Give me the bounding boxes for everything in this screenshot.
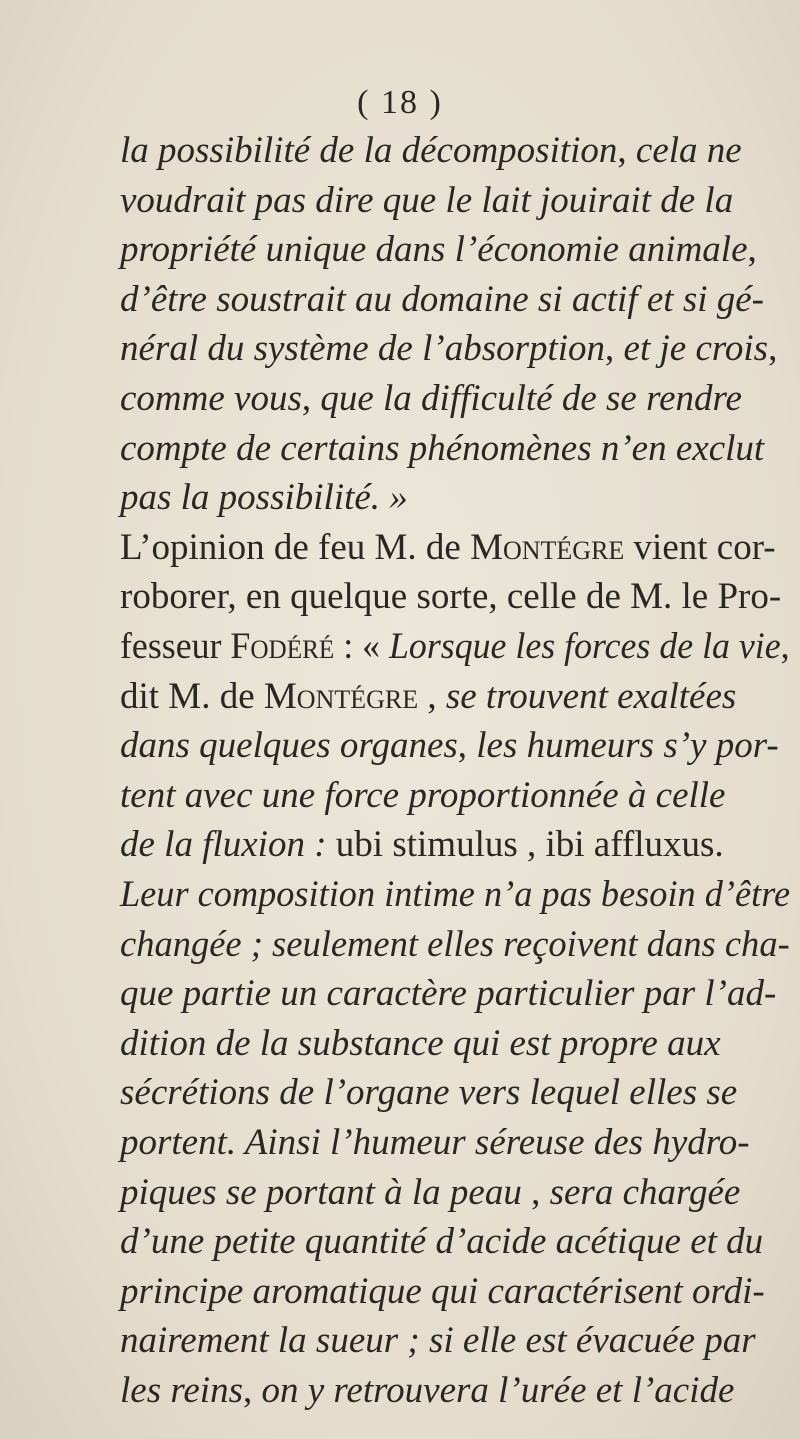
text-segment: Montégre bbox=[263, 676, 419, 717]
text-segment: que partie un caractère particulier par l’ad- bbox=[120, 973, 777, 1014]
text-segment: , bbox=[242, 1370, 262, 1411]
text-segment: Lorsque les forces de la vie bbox=[388, 626, 781, 667]
text-segment: vient cor- bbox=[624, 527, 776, 568]
text-line bbox=[120, 975, 790, 1012]
text-segment: les reins bbox=[120, 1370, 243, 1411]
text-segment: dit M. de bbox=[120, 676, 264, 717]
text-line bbox=[120, 727, 790, 764]
text-line bbox=[120, 826, 790, 863]
text-segment: dition de la substance qui est propre aux bbox=[120, 1023, 721, 1064]
text-segment: , bbox=[301, 378, 321, 419]
text-line bbox=[120, 1124, 790, 1161]
text-line bbox=[120, 1273, 790, 1310]
text-line bbox=[120, 1074, 790, 1111]
text-segment: la possibilité de la décomposition bbox=[120, 130, 618, 171]
text-segment: roborer, en quelque sorte, celle de M. le Pro- bbox=[120, 576, 782, 617]
text-segment: principe aromatique qui caractérisent ordi- bbox=[120, 1271, 765, 1312]
text-segment: Fodéré bbox=[230, 626, 335, 667]
text-line bbox=[120, 1372, 790, 1409]
text-segment: comme vous bbox=[120, 378, 302, 419]
text-segment: sera chargée bbox=[549, 1172, 741, 1213]
text-segment: : « bbox=[334, 626, 389, 667]
text-segment: changée ; seulement elles reçoivent dans cha- bbox=[120, 924, 790, 965]
text-segment: , bbox=[418, 676, 446, 717]
text-segment: , bbox=[457, 725, 477, 766]
text-line bbox=[120, 777, 790, 814]
text-segment: néral du système de l’absorption bbox=[120, 328, 606, 369]
text-line bbox=[120, 330, 790, 367]
text-segment: , bbox=[747, 229, 757, 270]
text-segment: L’opinion de feu M. de bbox=[120, 527, 471, 568]
text-line bbox=[120, 132, 790, 169]
text-segment: dans quelques organes bbox=[120, 725, 458, 766]
text-line bbox=[120, 1322, 790, 1359]
text-segment: les humeurs s’y por- bbox=[476, 725, 779, 766]
text-line bbox=[120, 529, 790, 566]
text-segment: , bbox=[521, 1172, 550, 1213]
text-line bbox=[120, 678, 790, 715]
text-line bbox=[120, 380, 790, 417]
text-line bbox=[120, 1025, 790, 1062]
text-segment: , bbox=[780, 626, 790, 667]
text-line bbox=[120, 626, 790, 667]
text-segment: que la difficulté de se rendre bbox=[320, 378, 742, 419]
text-segment: tent avec une force proportionnée à celle bbox=[120, 775, 726, 816]
text-segment: pas la possibilité. » bbox=[120, 477, 408, 518]
text-segment: propriété unique dans l’économie animale bbox=[120, 229, 748, 270]
text-segment: cela ne bbox=[635, 130, 742, 171]
text-segment: de la fluxion : bbox=[120, 824, 327, 865]
text-line bbox=[120, 479, 790, 516]
text-segment: compte de certains phénomènes n’en exclut bbox=[120, 428, 765, 469]
text-segment: se trouvent exaltées bbox=[445, 676, 737, 717]
text-segment: fesseur bbox=[120, 626, 231, 667]
text-segment: sécrétions de l’organe vers lequel elles se bbox=[120, 1072, 738, 1113]
page-number-header: ( 18 ) bbox=[357, 84, 443, 121]
text-segment: et je crois bbox=[623, 328, 769, 369]
text-segment: on y retrouvera l’urée et l’acide bbox=[261, 1370, 735, 1411]
text-segment: d’une petite quantité d’acide acétique et du bbox=[120, 1221, 764, 1262]
text-line bbox=[120, 430, 790, 467]
text-segment: piques se portant à la peau bbox=[120, 1172, 522, 1213]
text-segment: , bbox=[617, 130, 636, 171]
text-segment: d’être soustrait au domaine si actif et si gé- bbox=[120, 279, 764, 320]
text-segment: portent. Ainsi l’humeur séreuse des hydro- bbox=[120, 1122, 750, 1163]
text-line bbox=[120, 182, 790, 219]
text-line bbox=[120, 874, 791, 915]
text-segment: Leur composition intime n’a pas besoin d’être bbox=[120, 874, 791, 915]
text-line bbox=[120, 281, 790, 318]
text-segment: nairement la sueur ; si elle est évacuée par bbox=[120, 1320, 756, 1361]
text-line bbox=[120, 1174, 790, 1211]
text-segment: , bbox=[605, 328, 624, 369]
text-line bbox=[120, 1223, 790, 1260]
text-line bbox=[120, 578, 790, 615]
text-segment: , bbox=[768, 328, 778, 369]
text-line bbox=[120, 924, 790, 965]
text-segment: voudrait pas dire que le lait jouirait de la bbox=[120, 180, 734, 221]
text-line bbox=[120, 231, 790, 268]
text-segment: Montégre bbox=[470, 527, 625, 568]
text-segment: ubi stimulus , ibi affluxus. bbox=[326, 824, 724, 865]
